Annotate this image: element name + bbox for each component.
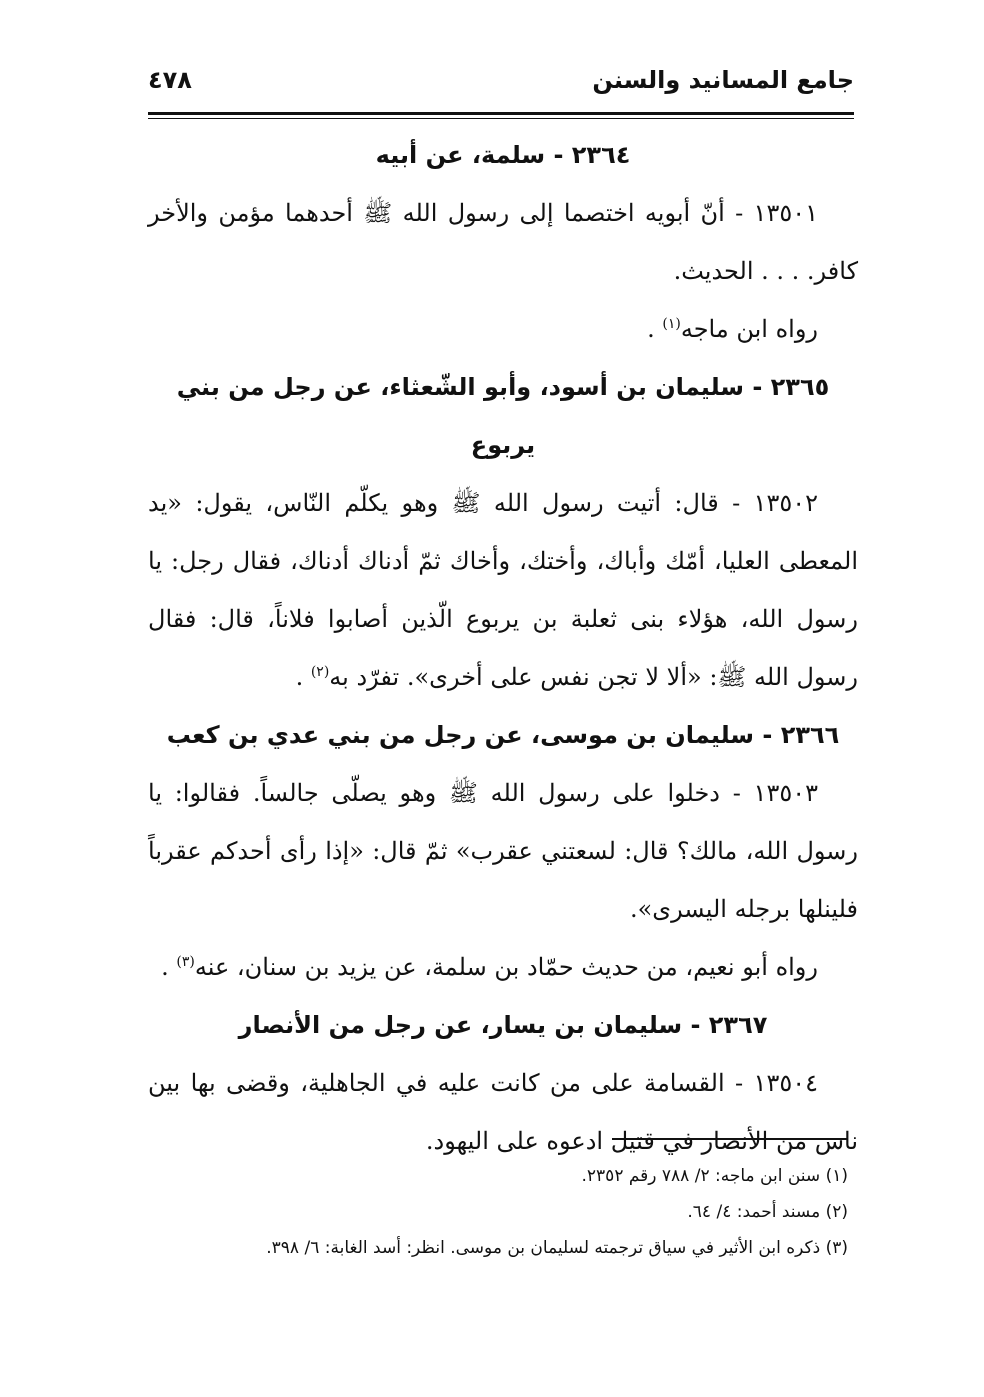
header-rule (148, 112, 854, 115)
period: . (295, 663, 311, 691)
footnote-ref: (١) (662, 316, 681, 332)
source-paragraph (148, 938, 858, 996)
running-title: جامع المسانيد والسنن (592, 66, 854, 94)
source-text: رواه ابن ماجه (680, 315, 818, 343)
hadith-text: ١٣٥٠٢ - قال: أتيت رسول الله ﷺ وهو يكلّم النّاس، يقول: «يد المعطى العليا، أمّك وأباك، وأختك، وأخاك ثمّ أدناك أدناك، فقال رجل: يا رسول الله، هؤلاء بنى ثعلبة بن يربوع الّذين أصابوا فلاناً، قال: فقال رسول الله ﷺ: «ألا لا تجن نفس على أخرى». تفرّد به (148, 489, 858, 691)
section-heading: ٢٣٦٦ - سليمان بن موسى، عن رجل من بني عدي بن كعب (166, 721, 840, 749)
section-heading: ٢٣٦٥ - سليمان بن أسود، وأبو الشّعثاء، عن رجل من بني يربوع (176, 373, 830, 459)
hadith-paragraph: ١٣٥٠٣ - دخلوا على رسول الله ﷺ وهو يصلّى جالساً. فقالوا: يا رسول الله، مالك؟ قال: لسعتني عقرب» ثمّ قال: «إذا رأى أحدكم عقرباً فلينلها برجله اليسرى». (148, 779, 858, 923)
main-text (148, 126, 858, 1170)
page-number: ٤٧٨ (148, 66, 192, 94)
section-heading: ٢٣٦٤ - سلمة، عن أبيه (375, 141, 631, 169)
footnote-ref: (٢) (310, 664, 330, 680)
footnote-ref: (٣) (176, 954, 195, 970)
footnote-1: (١) سنن ابن ماجه: ٢/ ٧٨٨ رقم ٢٣٥٢. (581, 1166, 848, 1186)
footnote-rule (612, 1138, 848, 1140)
footnote-3: (٣) ذكره ابن الأثير في سياق ترجمته لسليمان بن موسى. انظر: أسد الغابة: ٦/ ٣٩٨. (266, 1238, 848, 1258)
footnotes (148, 1158, 848, 1266)
hadith-paragraph (148, 474, 858, 706)
header-rule-thin (148, 118, 854, 119)
source-text: رواه أبو نعيم، من حديث حمّاد بن سلمة، عن يزيد بن سنان، عنه (194, 953, 818, 981)
running-header (148, 58, 854, 102)
section-heading: ٢٣٦٧ - سليمان بن يسار، عن رجل من الأنصار (238, 1011, 768, 1039)
source-paragraph (148, 300, 858, 358)
footnote-2: (٢) مسند أحمد: ٤/ ٦٤. (687, 1202, 848, 1222)
period: . (161, 953, 177, 981)
hadith-paragraph: ١٣٥٠١ - أنّ أبويه اختصما إلى رسول الله ﷺ أحدهما مؤمن والأخر كافر. . . . الحديث. (148, 199, 858, 285)
period: . (647, 315, 663, 343)
hadith-paragraph: ١٣٥٠٤ - القسامة على من كانت عليه في الجاهلية، وقضى بها بين ناس من الأنصار في قتيل ادعوه على اليهود. (148, 1069, 858, 1155)
